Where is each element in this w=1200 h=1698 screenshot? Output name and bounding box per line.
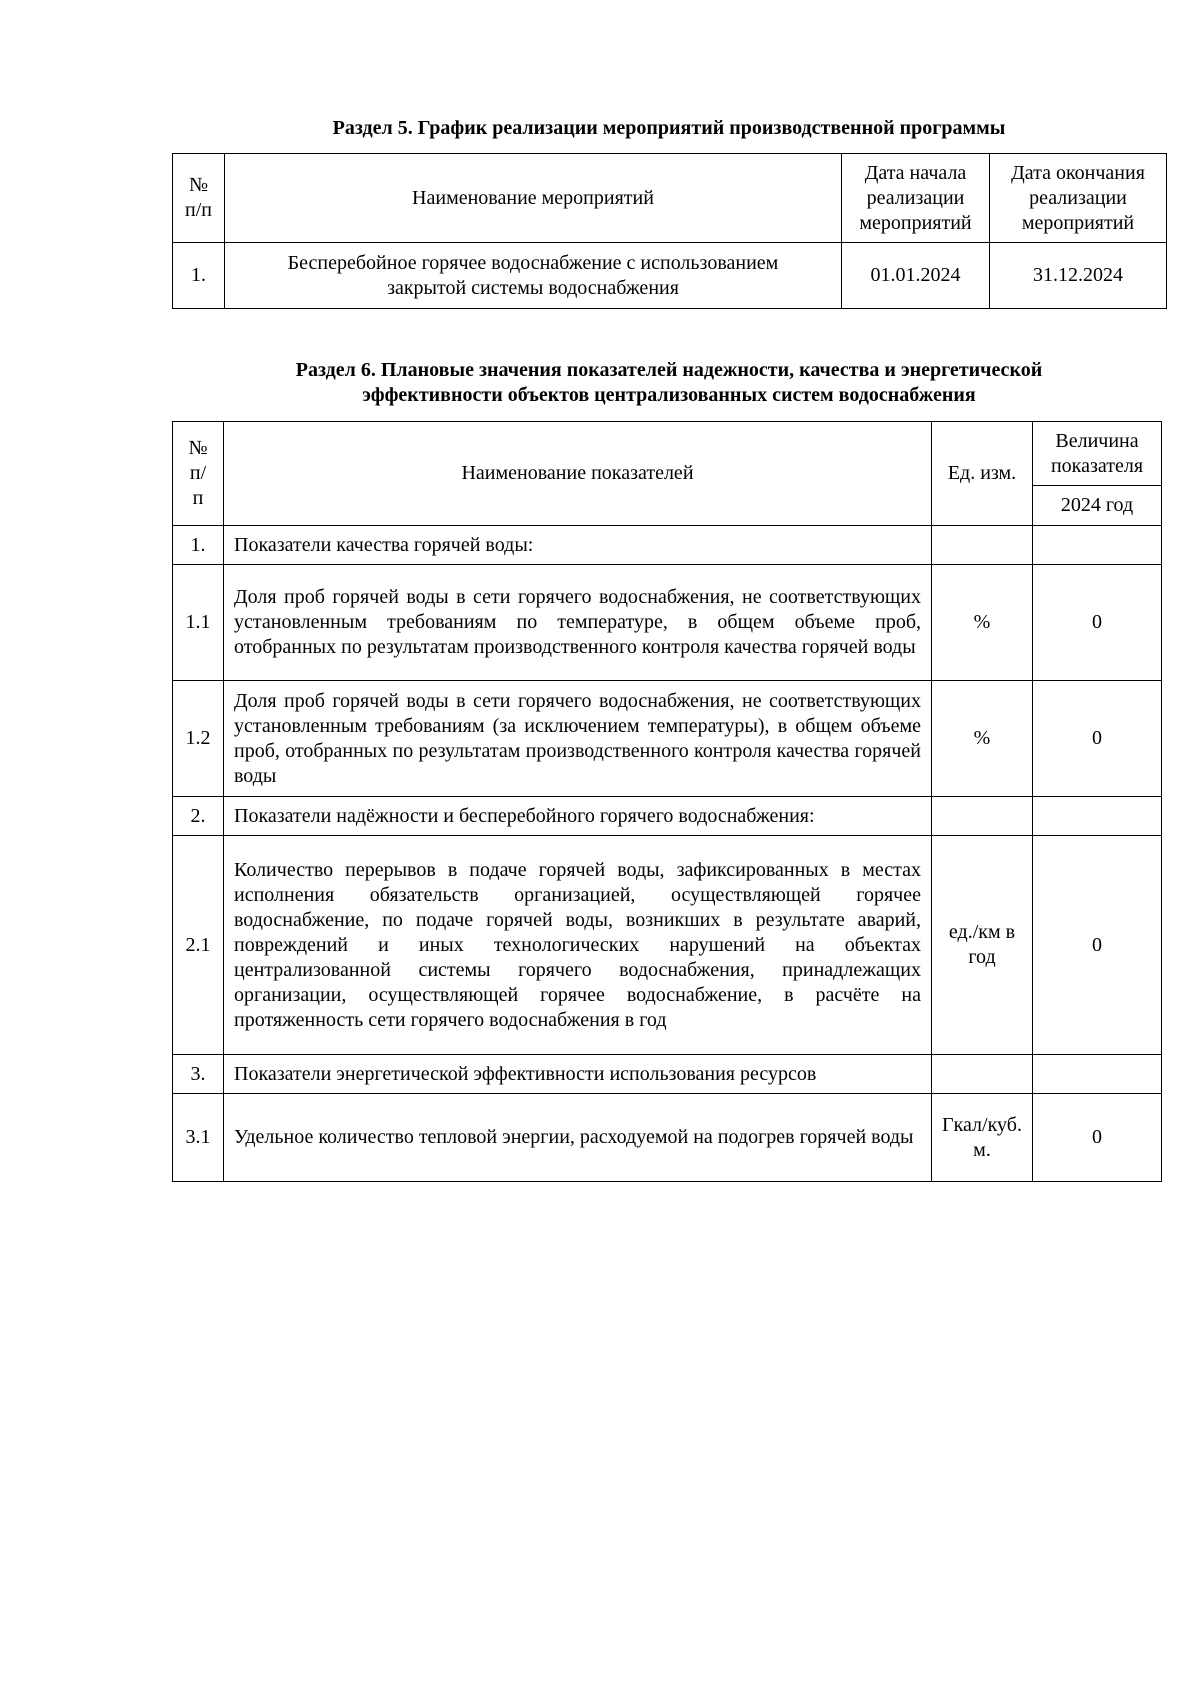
s6-row-num: 1.: [173, 526, 224, 565]
section5-table: [172, 153, 1167, 309]
section6-table: [172, 421, 1162, 1182]
s6-row-value: [1033, 526, 1162, 565]
s6-row-unit: Гкал/куб.м.: [932, 1094, 1033, 1182]
table-row: [173, 681, 1162, 797]
s5-row-num: 1.: [173, 243, 225, 309]
table-row: [173, 565, 1162, 681]
table-row: [173, 836, 1162, 1055]
s6-header-name: Наименование показателей: [224, 422, 932, 526]
s6-row-num: 2.: [173, 797, 224, 836]
section5-header-row: [173, 154, 1167, 243]
s6-row-name: Доля проб горячей воды в сети горячего водоснабжения, не соответствующих установленным требованиям по температуре, в общем объеме проб, отобранных по результатам производственного контроля качества горячей воды: [224, 565, 932, 681]
s6-row-num: 3.1: [173, 1094, 224, 1182]
section6-title-line1: Раздел 6. Плановые значения показателей надежности, качества и энергетической: [295, 359, 1043, 381]
table-row: [173, 797, 1162, 836]
section5-title: Раздел 5. График реализации мероприятий производственной программы: [332, 117, 1006, 139]
s5-header-name: Наименование мероприятий: [225, 154, 842, 243]
s6-row-unit: ед./км в год: [932, 836, 1033, 1055]
s5-row-end: 31.12.2024: [990, 243, 1167, 309]
s6-row-name: Показатели надёжности и бесперебойного горячего водоснабжения:: [224, 797, 932, 836]
table-row: [173, 243, 1167, 309]
s6-row-name: Показатели качества горячей воды:: [224, 526, 932, 565]
s6-header-unit: Ед. изм.: [932, 422, 1033, 526]
s6-row-value: 0: [1033, 681, 1162, 797]
s5-header-end: Дата окончания реализации мероприятий: [990, 154, 1167, 243]
s6-row-unit: %: [932, 565, 1033, 681]
s6-row-value: [1033, 797, 1162, 836]
s6-row-num: 1.1: [173, 565, 224, 681]
s6-row-name: Количество перерывов в подаче горячей воды, зафиксированных в местах исполнения обязательств организацией, осуществляющей горячее водоснабжение, по подаче горячей воды, возникших в результате аварий, повреждений и иных технологических нарушений на объектах централизованной системы горячего водоснабжения, принадлежащих организации, осуществляющей горячее водоснабжение, в расчёте на протяженность сети горячего водоснабжения в год: [224, 836, 932, 1055]
s6-header-num: № п/ п: [173, 422, 224, 526]
section6-title-line2: эффективности объектов централизованных систем водоснабжения: [362, 384, 976, 406]
s6-row-unit: %: [932, 681, 1033, 797]
s6-row-unit: [932, 526, 1033, 565]
s5-row-start: 01.01.2024: [842, 243, 990, 309]
table-row: [173, 526, 1162, 565]
s6-row-name: Показатели энергетической эффективности использования ресурсов: [224, 1055, 932, 1094]
section6-header-row: [173, 422, 1162, 486]
s5-header-start: Дата начала реализации мероприятий: [842, 154, 990, 243]
s5-header-num: № п/п: [173, 154, 225, 243]
s6-row-num: 3.: [173, 1055, 224, 1094]
s5-row-name: Бесперебойное горячее водоснабжение с использованием закрытой системы водоснабжения: [225, 243, 842, 309]
s6-row-name: Доля проб горячей воды в сети горячего водоснабжения, не соответствующих установленным требованиям (за исключением температуры), в общем объеме проб, отобранных по результатам производственного контроля качества горячей воды: [224, 681, 932, 797]
s6-row-num: 2.1: [173, 836, 224, 1055]
table-row: [173, 1094, 1162, 1182]
s6-row-unit: [932, 797, 1033, 836]
table-row: [173, 1055, 1162, 1094]
s6-header-year: 2024 год: [1033, 486, 1162, 526]
s6-row-value: [1033, 1055, 1162, 1094]
s6-header-value: Величина показателя: [1033, 422, 1162, 486]
s6-row-value: 0: [1033, 565, 1162, 681]
s6-row-value: 0: [1033, 1094, 1162, 1182]
s6-row-value: 0: [1033, 836, 1162, 1055]
s6-row-name: Удельное количество тепловой энергии, расходуемой на подогрев горячей воды: [224, 1094, 932, 1182]
s6-row-num: 1.2: [173, 681, 224, 797]
section6-title: [172, 358, 1166, 408]
s6-row-unit: [932, 1055, 1033, 1094]
